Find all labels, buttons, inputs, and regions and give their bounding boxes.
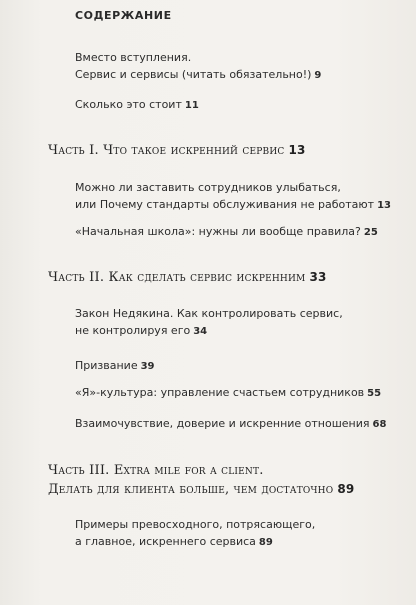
toc-entry — [75, 357, 155, 375]
toc-entry — [75, 384, 381, 402]
toc-entry-line: не контролируя его — [75, 324, 191, 337]
toc-entry-line: Вместо вступления. — [75, 51, 192, 64]
toc-entry-line: Призвание — [75, 359, 138, 372]
toc-entry-line: Примеры превосходного, потрясающего, — [75, 518, 316, 531]
page-number: 89 — [258, 537, 273, 548]
toc-entry-line: Можно ли заставить сотрудников улыбаться, — [75, 181, 341, 194]
page-number: 25 — [363, 227, 378, 238]
toc-entry-cost — [75, 96, 199, 114]
page-number: 9 — [314, 70, 322, 81]
part-title: Часть III. Extra mile for a client. — [48, 463, 264, 478]
toc-entry — [75, 223, 378, 241]
toc-heading: СОДЕРЖАНИЕ — [75, 9, 172, 22]
part-title: Часть I. Что такое искренний сервис — [48, 143, 285, 158]
toc-entry-line: Сервис и сервисы (читать обязательно!) — [75, 68, 312, 81]
page-number: 39 — [140, 361, 155, 372]
page-number: 89 — [337, 482, 355, 496]
toc-entry-line: а главное, искреннего сервиса — [75, 535, 256, 548]
part-heading-2 — [48, 268, 327, 287]
part-title: Делать для клиента больше, чем достаточно — [48, 482, 334, 497]
toc-entry-intro — [75, 49, 321, 84]
part-heading-3 — [48, 461, 354, 499]
toc-entry — [75, 516, 315, 551]
toc-entry-line: Сколько это стоит — [75, 98, 182, 111]
toc-entry-line: «Начальная школа»: нужны ли вообще правила? — [75, 225, 361, 238]
part-title: Часть II. Как сделать сервис искренним — [48, 270, 306, 285]
toc-entry — [75, 179, 391, 214]
page-number: 11 — [184, 100, 199, 111]
page-number: 68 — [372, 419, 387, 430]
page-number: 13 — [288, 143, 306, 157]
part-heading-1 — [48, 141, 306, 160]
toc-entry-line: Взаимочувствие, доверие и искренние отношения — [75, 417, 370, 430]
toc-entry-line: или Почему стандарты обслуживания не работают — [75, 198, 375, 211]
toc-entry-line: «Я»-культура: управление счастьем сотрудников — [75, 386, 365, 399]
page-number: 13 — [377, 200, 391, 211]
page-number: 34 — [193, 326, 208, 337]
toc-entry — [75, 305, 343, 340]
toc-entry-line: Закон Недякина. Как контролировать сервис, — [75, 307, 343, 320]
toc-entry — [75, 415, 386, 433]
page-number: 33 — [309, 270, 327, 284]
page-number: 55 — [367, 388, 382, 399]
